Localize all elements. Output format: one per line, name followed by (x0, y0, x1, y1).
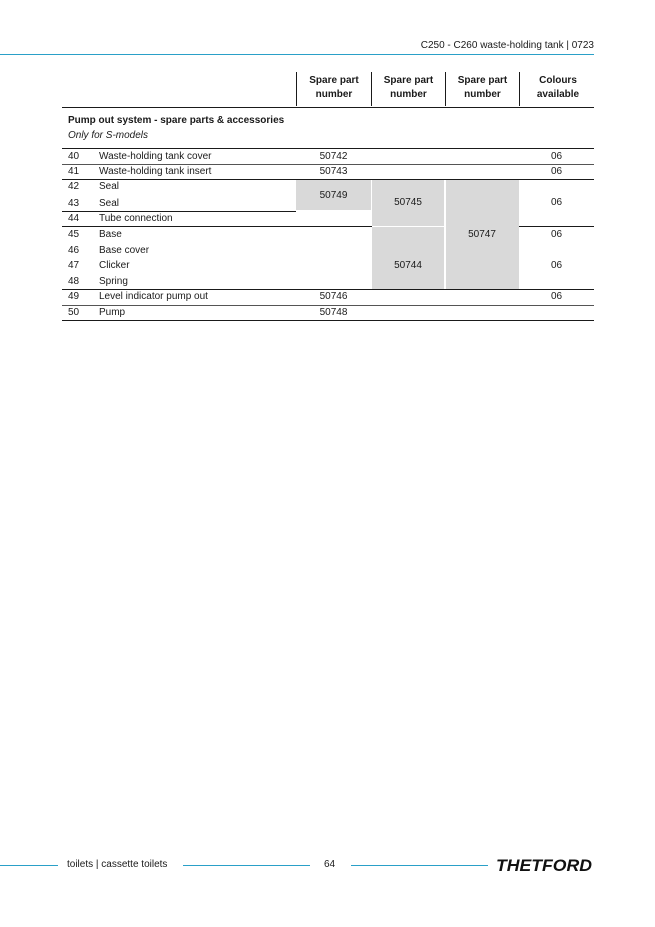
shaded-cell (372, 227, 444, 289)
part-number: 50743 (319, 166, 348, 177)
row-description: Spring (99, 276, 128, 287)
part-number: 50749 (319, 190, 348, 201)
row-number: 45 (68, 229, 80, 240)
header-divider (296, 72, 297, 106)
row-number: 46 (68, 245, 80, 256)
column-header-text: Spare part number (383, 75, 434, 100)
row-number: 47 (68, 260, 80, 271)
column-header-text: Spare part number (457, 75, 508, 100)
row-number: 41 (68, 166, 80, 177)
row-description: Level indicator pump out (99, 291, 208, 302)
row-number: 43 (68, 198, 80, 209)
header-divider (445, 72, 446, 106)
table-rule (62, 226, 372, 227)
column-header-text: Spare part number (309, 75, 359, 100)
colour-code: 06 (550, 260, 563, 271)
row-number: 40 (68, 151, 80, 162)
table-rule (62, 211, 296, 212)
row-description: Waste-holding tank cover (99, 151, 212, 162)
section-subtitle: Only for S-models (68, 130, 149, 141)
section-title: Pump out system - spare parts & accessories (68, 115, 285, 126)
row-description: Base (99, 229, 122, 240)
colour-code: 06 (550, 229, 563, 240)
page-number: 64 (324, 859, 336, 870)
header-divider (371, 72, 372, 106)
column-header-spare-part-3 (446, 74, 519, 102)
colour-code: 06 (550, 151, 563, 162)
table-rule (62, 320, 594, 321)
document-header-title: C250 - C260 waste-holding tank | 0723 (420, 40, 594, 51)
logo-text: THETFORD (496, 856, 592, 875)
thetford-logo (496, 855, 594, 875)
row-number: 49 (68, 291, 80, 302)
row-description: Base cover (99, 245, 150, 256)
footer-rule (351, 865, 488, 866)
colour-code: 06 (550, 291, 563, 302)
footer-rule (183, 865, 310, 866)
part-number: 50746 (319, 291, 348, 302)
table-rule (519, 226, 594, 227)
column-header-spare-part-1 (297, 74, 371, 102)
row-number: 44 (68, 213, 80, 224)
row-description: Seal (99, 181, 120, 192)
colour-code: 06 (550, 166, 563, 177)
footer-section-text: toilets | cassette toilets (67, 859, 168, 870)
column-header-text: Colours available (536, 75, 580, 100)
part-number: 50745 (394, 197, 422, 208)
table-rule (62, 148, 594, 149)
row-description: Waste-holding tank insert (99, 166, 212, 177)
part-number: 50748 (319, 307, 348, 318)
colour-code: 06 (550, 197, 563, 208)
part-number: 50747 (468, 229, 496, 240)
row-description: Tube connection (99, 213, 173, 224)
table-rule (62, 305, 594, 306)
part-number: 50742 (319, 151, 348, 162)
table-rule (62, 164, 594, 165)
column-header-spare-part-2 (372, 74, 445, 102)
row-number: 48 (68, 276, 80, 287)
footer-rule (0, 865, 58, 866)
row-description: Seal (99, 198, 120, 209)
table-rule (62, 107, 594, 108)
row-number: 42 (68, 181, 80, 192)
row-number: 50 (68, 307, 80, 318)
row-description: Pump (99, 307, 126, 318)
part-number: 50744 (394, 260, 422, 271)
header-divider (519, 72, 520, 106)
table-rule (62, 289, 594, 290)
header-rule (0, 54, 594, 55)
column-header-colours (520, 74, 596, 102)
table-rule (62, 179, 594, 180)
row-description: Clicker (99, 260, 130, 271)
